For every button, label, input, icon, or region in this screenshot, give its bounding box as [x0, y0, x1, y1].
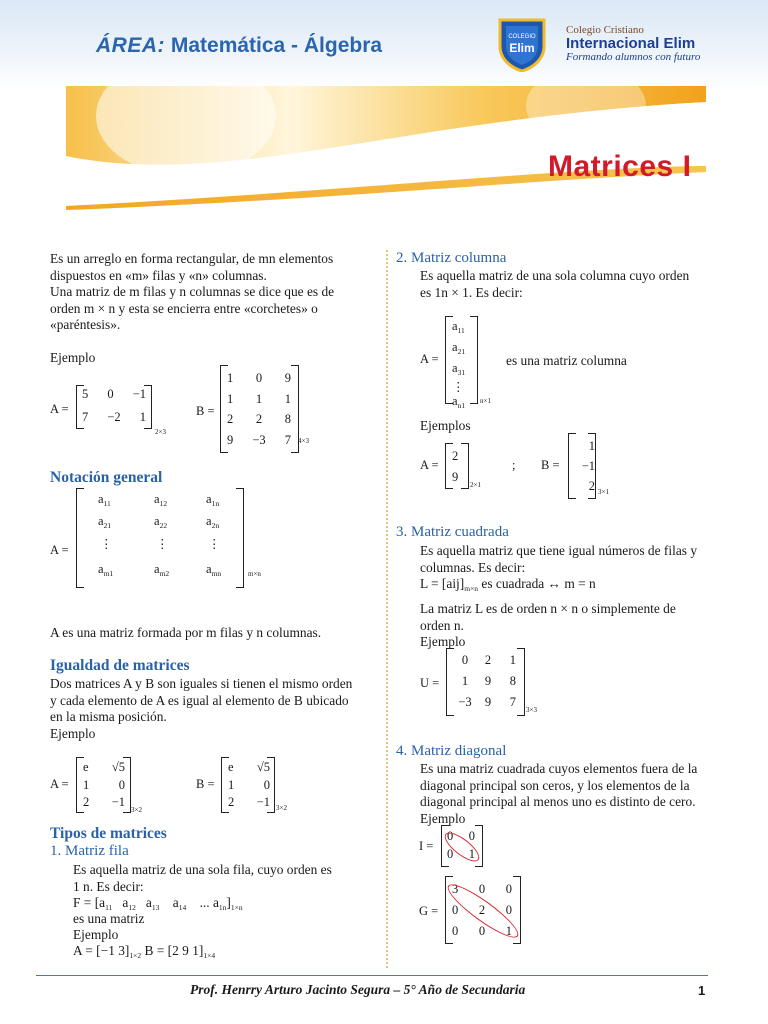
intro-line: dispuestos en «m» filas y «n» columnas. — [50, 267, 267, 283]
matrix-cell: 1 — [468, 847, 475, 861]
matrix-cell: 1 — [255, 391, 263, 406]
subscript: 2n — [211, 521, 220, 530]
subscript: mn — [211, 569, 222, 578]
column-matrix-order: n×1 — [480, 397, 491, 405]
matrix-cell: 2 — [83, 795, 90, 809]
matrix-cell: 0 — [468, 829, 475, 843]
matrix-cell: 5 — [82, 387, 89, 401]
matrix-cell: −3 — [458, 695, 472, 709]
example-a-matrix — [452, 446, 458, 488]
ejemplo-label: Ejemplo — [50, 725, 96, 741]
intro-line: Es un arreglo en forma rectangular, de mn elementos — [50, 251, 334, 266]
matrix-cell: 9 — [452, 470, 459, 484]
igualdad-heading: Igualdad de matrices — [50, 657, 190, 674]
matrix-cell: 2 — [478, 903, 486, 917]
school-line3: Formando alumnos con futuro — [566, 51, 701, 63]
matrix-b — [227, 368, 291, 450]
matrix-cell: a — [154, 492, 160, 506]
example-a-order: 2×1 — [470, 481, 481, 489]
subscript: 11 — [103, 499, 111, 508]
fila-paragraph — [73, 862, 378, 895]
matrix-a-order: 2×3 — [155, 428, 166, 436]
ejemplo-label: Ejemplo — [420, 810, 466, 826]
matrix-cell: −1 — [132, 387, 146, 401]
matrix-a — [82, 387, 152, 425]
matrix-cell: 2 — [255, 412, 263, 426]
matrix-cell: 0 — [505, 882, 512, 896]
column-matrix-text: es una matriz columna — [506, 353, 627, 368]
tipos-heading: Tipos de matrices — [50, 825, 167, 842]
subscript: 21 — [457, 347, 466, 356]
bracket-left — [76, 488, 84, 588]
matrix-u-label: U = — [420, 676, 440, 690]
intro-line: Una matriz de m filas y n columnas se dice que es de — [50, 284, 335, 300]
fila-line: Es aquella matriz de una sola fila, cuyo orden es — [73, 862, 332, 877]
matrix-eqb-label: B = — [196, 777, 215, 791]
fila-example-b: B = [2 9 1] — [144, 943, 204, 958]
matrix-cell: 0 — [478, 924, 486, 938]
matrix-cell: 0 — [478, 882, 486, 896]
cuadrada-paragraph — [420, 543, 724, 598]
matrix-cell: 2 — [227, 412, 234, 426]
matrix-cell: −2 — [107, 410, 121, 424]
svg-text:COLEGIO: COLEGIO — [508, 34, 536, 40]
matrix-cell: 0 — [255, 371, 263, 385]
subscript: 12 — [159, 499, 168, 508]
matrix-cell: a — [452, 340, 458, 354]
matrix-cell: a — [98, 492, 104, 506]
ejemplos-label: Ejemplos — [420, 418, 471, 433]
subject-label: Matemática - Álgebra — [170, 34, 383, 57]
matrix-cell: 9 — [284, 371, 291, 385]
igualdad-line: Dos matrices A y B son iguales si tienen el mismo orden — [50, 676, 353, 691]
matrix-u — [452, 650, 516, 713]
matrix-cell: a — [206, 514, 212, 528]
matrix-cell: 0 — [447, 847, 454, 861]
matrix-cell: 7 — [509, 695, 516, 709]
matrix-cell: 0 — [263, 777, 270, 792]
matrix-g-label: G = — [419, 904, 439, 918]
matrix-cell: a — [154, 514, 160, 528]
matriz-diagonal-heading: 4. Matriz diagonal — [396, 743, 507, 759]
matrix-cell: 1 — [227, 371, 234, 385]
vertical-dots: ⋮ — [156, 537, 169, 551]
matrix-cell: 1 — [588, 439, 595, 453]
bracket-right — [461, 443, 469, 489]
matrix-cell: 0 — [118, 777, 125, 792]
matrix-eqa-order: 3×2 — [131, 806, 142, 814]
subscript: 1×2 — [129, 951, 142, 960]
diagonal-line: Es una matriz cuadrada cuyos elementos fuera de la — [420, 761, 698, 776]
subscript: 1×4 — [203, 951, 216, 960]
area-label: ÁREA: — [96, 34, 165, 57]
vertical-dots: ⋮ — [100, 537, 113, 551]
matrix-cell: 3 — [452, 882, 459, 896]
matrix-cell: 2 — [588, 479, 595, 493]
example-b-label: B = — [541, 458, 560, 472]
matriz-fila-heading: 1. Matriz fila — [50, 843, 129, 859]
matrix-cell: 9 — [227, 432, 234, 447]
fila-formula-start: F = [a — [73, 895, 106, 910]
cuadrada-line: Es aquella matriz que tiene igual números de filas y — [420, 543, 698, 558]
column-matrix: $a_{11}$ $a_{21}$ $a_{31}$ ⋮ $a_{n1}$ — [452, 319, 466, 410]
notacion-heading: Notación general — [50, 469, 163, 486]
example-b-order: 3×1 — [598, 488, 609, 496]
ejemplo-label: Ejemplo — [50, 350, 96, 365]
matrix-a-label: A = — [50, 402, 69, 416]
matrix-cell: 1 — [139, 410, 146, 424]
matrix-cell: e — [83, 760, 89, 774]
formula-part: es cuadrada ↔ m = n — [478, 576, 596, 592]
matrix-eqb — [228, 759, 270, 812]
matrix-cell: −1 — [111, 795, 125, 809]
school-line2: Internacional Elim — [566, 35, 696, 52]
semicolon: ; — [512, 458, 516, 472]
page-number: 1 — [698, 983, 706, 998]
matrix-cell: a — [206, 492, 212, 506]
igualdad-line: en la misma posición. — [50, 709, 167, 725]
matrix-cell: 0 — [461, 653, 469, 667]
diagonal-line: diagonal principal al menos uno es distinto de cero. — [420, 794, 696, 810]
matrix-cell: a — [452, 319, 458, 333]
footer-divider — [36, 975, 708, 976]
logo-text: Elim — [509, 41, 535, 55]
columna-paragraph — [420, 268, 724, 301]
subscript: 11 — [457, 326, 465, 335]
diagonal-line: diagonal principal son ceros, y los elementos de la — [420, 777, 690, 793]
formula-part: L = [aij] — [420, 576, 465, 592]
matrix-cell: a — [154, 562, 160, 576]
matrix-eqa — [83, 759, 125, 812]
matrix-cell: 0 — [505, 903, 512, 917]
matrix-cell: 1 — [83, 777, 90, 792]
matrix-cell: 1 — [228, 777, 235, 792]
example-a-label: A = — [420, 458, 439, 472]
matrix-cell: e — [228, 760, 234, 774]
matrix-cell: 8 — [509, 674, 516, 688]
matrix-cell: 9 — [484, 674, 492, 688]
general-matrix-label: A = — [50, 543, 69, 557]
matrix-cell: −3 — [252, 432, 266, 447]
matrix-i-label: I = — [419, 839, 434, 853]
matrix-cell: 2 — [452, 449, 459, 463]
ejemplo-label: Ejemplo — [420, 634, 466, 650]
matrix-u-order: 3×3 — [526, 706, 537, 714]
vertical-dots: ⋮ — [208, 537, 221, 551]
matrix-cell: a — [206, 562, 212, 576]
fila-example-a: A = [−1 3] — [73, 943, 130, 958]
diagonal-paragraph — [420, 761, 724, 827]
cuadrada-line: La matriz L es de orden n × n o simplemente de — [420, 601, 676, 616]
subscript: 22 — [159, 521, 168, 530]
column-divider — [386, 250, 388, 968]
fila-example — [73, 943, 215, 965]
footer-author: Prof. Henrry Arturo Jacinto Segura – 5° Año de Secundaria — [190, 982, 526, 997]
matrix-cell: 1 — [509, 653, 516, 667]
cuadrada-paragraph-2 — [420, 601, 724, 651]
subscript: 1n — [211, 499, 220, 508]
matrix-cell: −1 — [256, 795, 270, 809]
matrix-cell: a — [452, 361, 458, 375]
intro-paragraph — [50, 251, 378, 334]
matrix-cell: 0 — [452, 924, 459, 938]
general-matrix-text: A es una matriz formada por m filas y n columnas. — [50, 625, 322, 640]
subscript: 21 — [103, 521, 112, 530]
matrix-cell: √5 — [256, 760, 270, 774]
matrix-cell: 8 — [284, 412, 291, 426]
igualdad-line: y cada elemento de A es igual al elemento de B ubicado — [50, 692, 349, 708]
matrix-cell: 1 — [461, 674, 469, 688]
columna-line: Es aquella matriz de una sola columna cuyo orden — [420, 268, 690, 283]
column-matrix-label: A = — [420, 352, 439, 366]
matrix-cell: 7 — [82, 410, 89, 424]
matrix-cell: 1 — [227, 391, 234, 406]
matrix-cell: a — [452, 394, 458, 408]
bracket-right — [517, 648, 525, 716]
cuadrada-line: orden n. — [420, 617, 464, 633]
cuadrada-line: columnas. Es decir: — [420, 559, 526, 575]
columna-line: es 1n × 1. Es decir: — [420, 284, 523, 300]
subscript: 31 — [457, 368, 466, 377]
matrix-cell: 2 — [484, 653, 492, 667]
ejemplo-label: Ejemplo — [73, 927, 119, 942]
intro-line: «paréntesis». — [50, 317, 121, 333]
school-line1: Colegio Cristiano — [566, 24, 644, 36]
matrix-b-label: B = — [196, 404, 215, 418]
matrix-cell: 0 — [107, 387, 114, 401]
subscript: m×n — [464, 584, 479, 594]
matrix-cell: 0 — [447, 829, 454, 843]
matrix-cell: a — [98, 514, 104, 528]
subscript: n1 — [457, 401, 466, 410]
matrix-cell: 1 — [284, 391, 291, 406]
matrix-cell: 7 — [284, 432, 291, 447]
matrix-cell: 2 — [228, 795, 235, 809]
chapter-title: Matrices I — [548, 150, 692, 183]
cuadrada-formula — [420, 576, 724, 598]
matrix-eqb-order: 3×2 — [276, 804, 287, 812]
fila-text: es una matriz — [73, 911, 145, 926]
matriz-columna-heading: 2. Matriz columna — [396, 250, 507, 266]
school-name — [566, 24, 700, 63]
area-title — [96, 34, 382, 58]
general-matrix — [98, 492, 238, 582]
subscript: m2 — [159, 569, 170, 578]
matrix-b-order: 4×3 — [298, 437, 309, 445]
matrix-cell: 0 — [452, 903, 459, 917]
matrix-cell: a — [98, 562, 104, 576]
subscript: m1 — [103, 569, 114, 578]
fila-formula: $F = [a_{11}$ $a_{12}$ $a_{13}$ $a_{14}$ ... $a_{1n}]_{1\times n}$ — [73, 895, 243, 912]
general-matrix-order: m×n — [248, 570, 261, 578]
matriz-cuadrada-heading: 3. Matriz cuadrada — [396, 524, 509, 540]
school-logo-icon — [496, 16, 548, 72]
matrix-cell: −1 — [581, 459, 595, 473]
bracket-right — [470, 316, 478, 404]
igualdad-paragraph — [50, 676, 378, 742]
intro-line: orden m × n y esta se encierra entre «corchetes» o — [50, 300, 318, 316]
fila-line: 1 n. Es decir: — [73, 878, 144, 894]
matrix-eqa-label: A = — [50, 777, 69, 791]
matrix-cell: √5 — [111, 760, 125, 774]
example-b-matrix — [573, 436, 595, 496]
matrix-cell: 1 — [505, 924, 512, 938]
matrix-cell: 9 — [484, 695, 492, 709]
